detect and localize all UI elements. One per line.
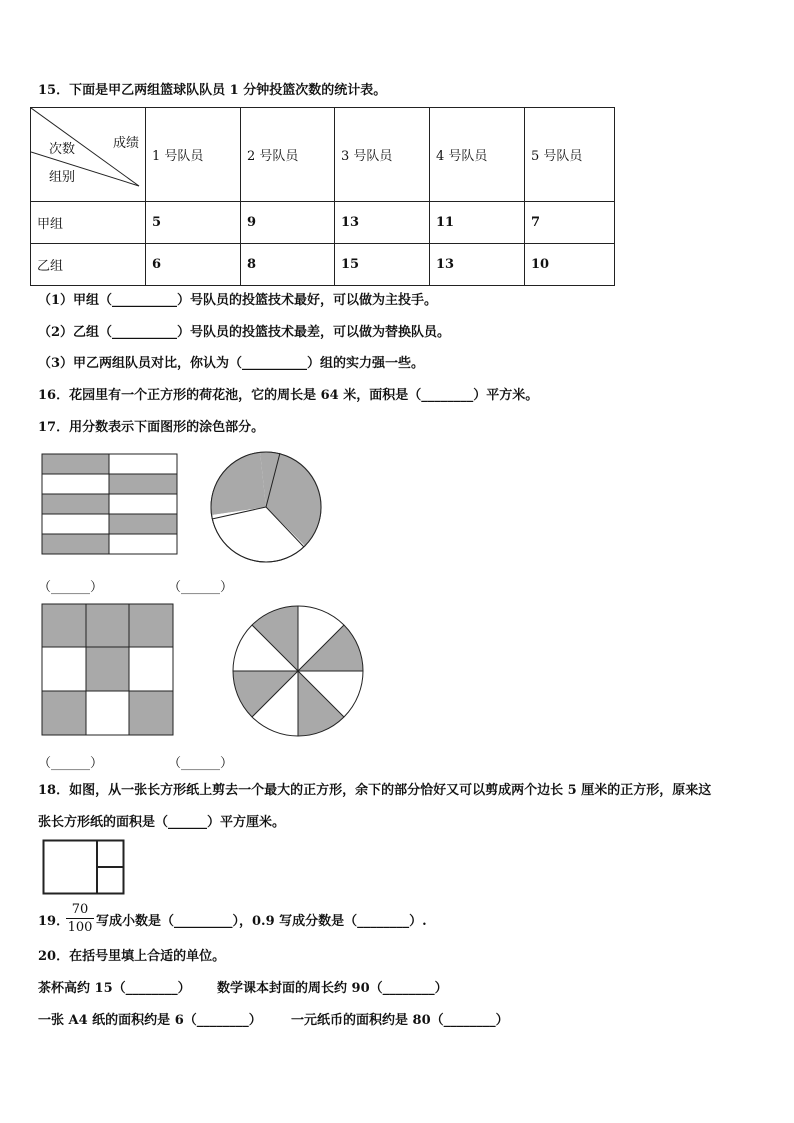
table-cell: 5 [146, 202, 241, 244]
q15-sub2: （2）乙组（__________）号队员的投篮技术最差，可以做为替换队员。 [38, 325, 451, 340]
table-cell: 7 [525, 202, 615, 244]
table-header: 1 号队员 [146, 108, 241, 202]
q17-blank-3[interactable]: （______） [38, 756, 104, 771]
table-header: 3 号队员 [335, 108, 430, 202]
table-cell: 13 [335, 202, 430, 244]
row-group: 乙组 [31, 244, 146, 286]
figure-rectangle-cut [42, 839, 126, 896]
table-header: 5 号队员 [525, 108, 615, 202]
fraction-numerator: 70 [71, 902, 89, 917]
table-corner-cell [31, 108, 146, 202]
q17-blank-1[interactable]: （______） [38, 580, 104, 595]
table-cell: 11 [430, 202, 525, 244]
table-row [31, 202, 615, 244]
q20-item4: 一元纸币的面积约是 80（________） [291, 1013, 509, 1028]
q20-item3: 一张 A4 纸的面积约是 6（________） [38, 1013, 262, 1028]
q15-title: 15．下面是甲乙两组篮球队队员 1 分钟投篮次数的统计表。 [38, 83, 387, 98]
q17-blank-4[interactable]: （______） [168, 756, 234, 771]
q15-sub1: （1）甲组（__________）号队员的投篮技术最好，可以做为主投手。 [38, 293, 438, 308]
figure-circle-three-parts [208, 449, 324, 565]
table-row [31, 244, 615, 286]
stats-table [30, 107, 615, 286]
figure-grid-3x3 [41, 603, 175, 737]
q16-text: 16．花园里有一个正方形的荷花池，它的周长是 64 米，面积是（________）平方米。 [38, 388, 539, 403]
q18-line2: 张长方形纸的面积是（______）平方厘米。 [38, 815, 286, 830]
q18-line1: 18．如图，从一张长方形纸上剪去一个最大的正方形，余下的部分恰好又可以剪成两个边长 5 厘米的正方形，原来这 [38, 783, 712, 798]
table-cell: 8 [241, 244, 335, 286]
table-header: 4 号队员 [430, 108, 525, 202]
table-cell: 13 [430, 244, 525, 286]
figure-striped-rectangle [41, 453, 180, 556]
q17-title: 17．用分数表示下面图形的涂色部分。 [38, 420, 265, 435]
table-cell: 10 [525, 244, 615, 286]
q19-number: 19． [38, 914, 70, 929]
row-group: 甲组 [31, 202, 146, 244]
table-header: 2 号队员 [241, 108, 335, 202]
q20-item2: 数学课本封面的周长约 90（________） [217, 981, 448, 996]
q19-fraction [66, 902, 94, 935]
corner-label-count: 次数 [49, 142, 76, 157]
q20-item1: 茶杯高约 15（________） [38, 981, 191, 996]
q15-sub3: （3）甲乙两组队员对比，你认为（__________）组的实力强一些。 [38, 356, 425, 371]
corner-label-group: 组别 [49, 170, 76, 185]
corner-label-score: 成绩 [113, 136, 140, 151]
q20-title: 20．在括号里填上合适的单位。 [38, 949, 226, 964]
q17-blank-2[interactable]: （______） [168, 580, 234, 595]
q19-text: 写成小数是（_________），0.9 写成分数是（________）. [96, 914, 427, 929]
table-cell: 15 [335, 244, 430, 286]
figure-circle-eight-sectors [231, 604, 365, 738]
fraction-denominator: 100 [67, 920, 93, 935]
table-cell: 9 [241, 202, 335, 244]
table-cell: 6 [146, 244, 241, 286]
